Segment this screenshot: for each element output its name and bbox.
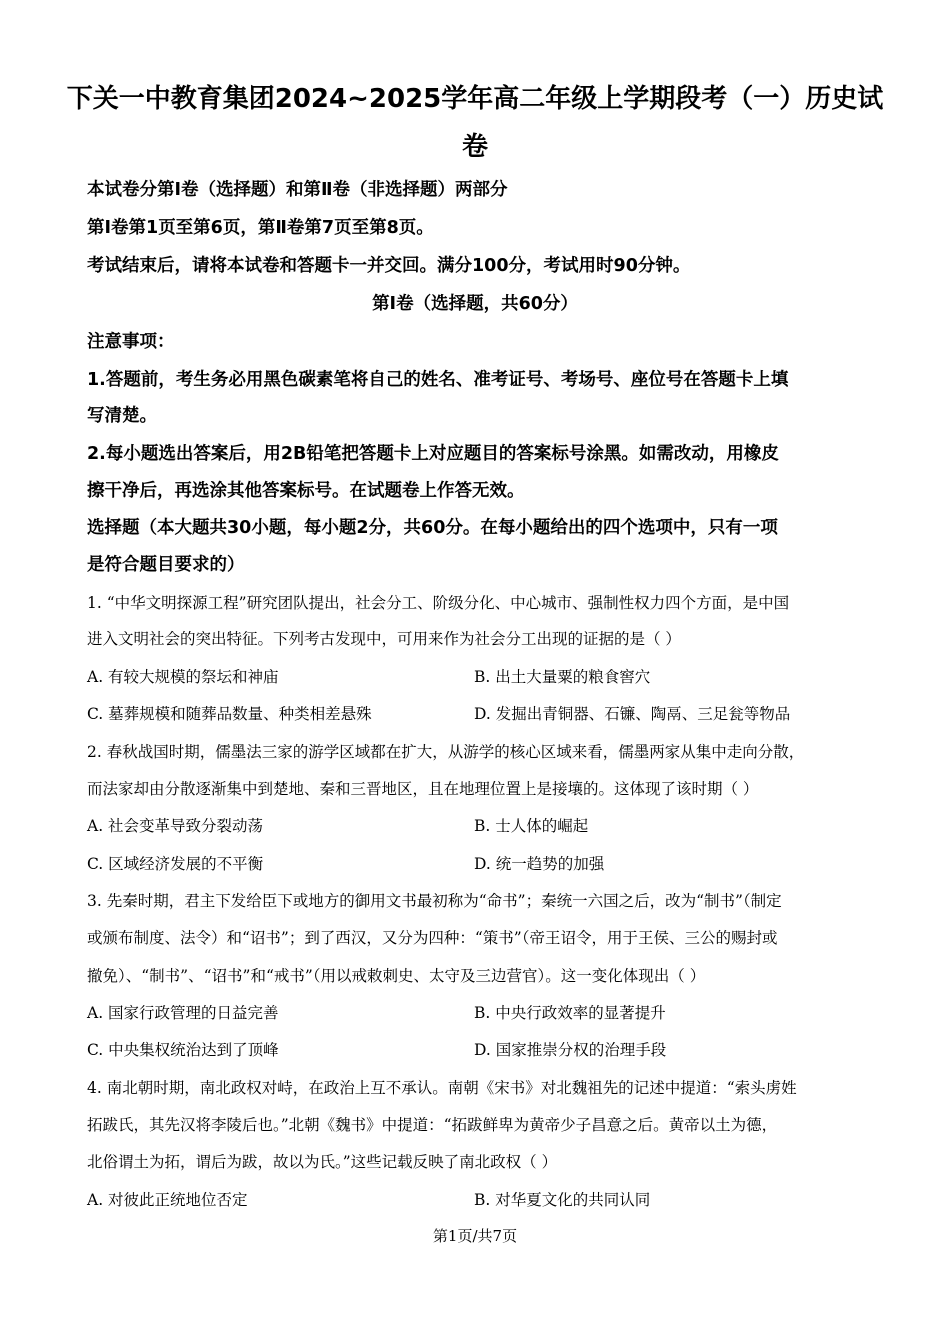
question-4-line2: 拓跋氏，其先汉将李陵后也。”北朝《魏书》中提道：“拓跋鲜卑为黄帝少子昌意之后。黄帝以土为德， bbox=[87, 1116, 778, 1134]
question-1-option-d: D. 发掘出青铜器、石镰、陶鬲、三足瓮等物品 bbox=[474, 705, 791, 723]
question-3-line3: 撤免）、“制书”、“诏书”和“戒书”（用以戒敕刺史、太守及三边营官）。这一变化体现出（ ） bbox=[87, 967, 706, 985]
section-desc-line1: 选择题（本大题共30小题，每小题2分，共60分。在每小题给出的四个选项中，只有一项 bbox=[87, 518, 778, 538]
question-3-option-b: B. 中央行政效率的显著提升 bbox=[474, 1004, 666, 1022]
notice-item2-line2: 擦干净后，再选涂其他答案标号。在试题卷上作答无效。 bbox=[87, 481, 525, 501]
question-3-option-a: A. 国家行政管理的日益完善 bbox=[87, 1004, 279, 1022]
intro-line-3: 考试结束后，请将本试卷和答题卡一并交回。满分100分，考试用时90分钟。 bbox=[87, 256, 691, 276]
section-desc-line2: 是符合题目要求的） bbox=[87, 555, 245, 575]
question-2-option-d: D. 统一趋势的加强 bbox=[474, 855, 605, 873]
notice-heading: 注意事项： bbox=[87, 332, 175, 352]
question-3-line1: 3. 先秦时期，君主下发给臣下或地方的御用文书最初称为“命书”；秦统一六国之后，改为“制书”（制定 bbox=[87, 892, 782, 910]
question-1-option-a: A. 有较大规模的祭坛和神庙 bbox=[87, 668, 279, 686]
question-3-line2: 或颁布制度、法令）和“诏书”；到了西汉，又分为四种：“策书”（帝王诏令，用于王侯、三公的赐封或 bbox=[87, 929, 778, 947]
question-4-line1: 4. 南北朝时期，南北政权对峙，在政治上互不承认。南朝《宋书》对北魏祖先的记述中提道：“索头虏姓 bbox=[87, 1079, 797, 1097]
question-1-line1: 1. “中华文明探源工程”研究团队提出，社会分工、阶级分化、中心城市、强制性权力四个方面，是中国 bbox=[87, 594, 790, 612]
question-1-option-b: B. 出土大量粟的粮食窖穴 bbox=[474, 668, 651, 686]
question-4-option-b: B. 对华夏文化的共同认同 bbox=[474, 1191, 651, 1209]
exam-title-line2: 卷 bbox=[461, 132, 488, 162]
page-number: 第1页/共7页 bbox=[432, 1227, 518, 1245]
notice-item2-line1: 2.每小题选出答案后，用2B铅笔把答题卡上对应题目的答案标号涂黑。如需改动，用橡皮 bbox=[87, 444, 779, 464]
question-2-option-b: B. 士人体的崛起 bbox=[474, 817, 589, 835]
question-2-option-c: C. 区域经济发展的不平衡 bbox=[87, 855, 264, 873]
section-title: 第Ⅰ卷（选择题，共60分） bbox=[372, 294, 578, 314]
question-2-line1: 2. 春秋战国时期，儒墨法三家的游学区域都在扩大，从游学的核心区域来看，儒墨两家从集中走向分散， bbox=[87, 743, 805, 761]
exam-title-line1: 下关一中教育集团2024~2025学年高二年级上学期段考（一）历史试 bbox=[66, 84, 884, 114]
question-3-option-d: D. 国家推崇分权的治理手段 bbox=[474, 1041, 667, 1059]
question-2-line2: 而法家却由分散逐渐集中到楚地、秦和三晋地区，且在地理位置上是接壤的。这体现了该时期（ ） bbox=[87, 780, 759, 798]
intro-line-2: 第Ⅰ卷第1页至第6页，第Ⅱ卷第7页至第8页。 bbox=[87, 218, 434, 238]
intro-line-1: 本试卷分第Ⅰ卷（选择题）和第Ⅱ卷（非选择题）两部分 bbox=[87, 180, 508, 200]
question-4-option-a: A. 对彼此正统地位否定 bbox=[87, 1191, 248, 1209]
notice-item1-line2: 写清楚。 bbox=[87, 406, 157, 426]
question-1-option-c: C. 墓葬规模和随葬品数量、种类相差悬殊 bbox=[87, 705, 372, 723]
question-4-line3: 北俗谓土为拓，谓后为跋，故以为氏。”这些记载反映了南北政权（ ） bbox=[87, 1153, 558, 1171]
question-1-line2: 进入文明社会的突出特征。下列考古发现中，可用来作为社会分工出现的证据的是（ ） bbox=[87, 630, 681, 648]
notice-item1-line1: 1.答题前，考生务必用黑色碳素笔将自己的姓名、准考证号、考场号、座位号在答题卡上填 bbox=[87, 370, 789, 390]
question-2-option-a: A. 社会变革导致分裂动荡 bbox=[87, 817, 264, 835]
question-3-option-c: C. 中央集权统治达到了顶峰 bbox=[87, 1041, 279, 1059]
